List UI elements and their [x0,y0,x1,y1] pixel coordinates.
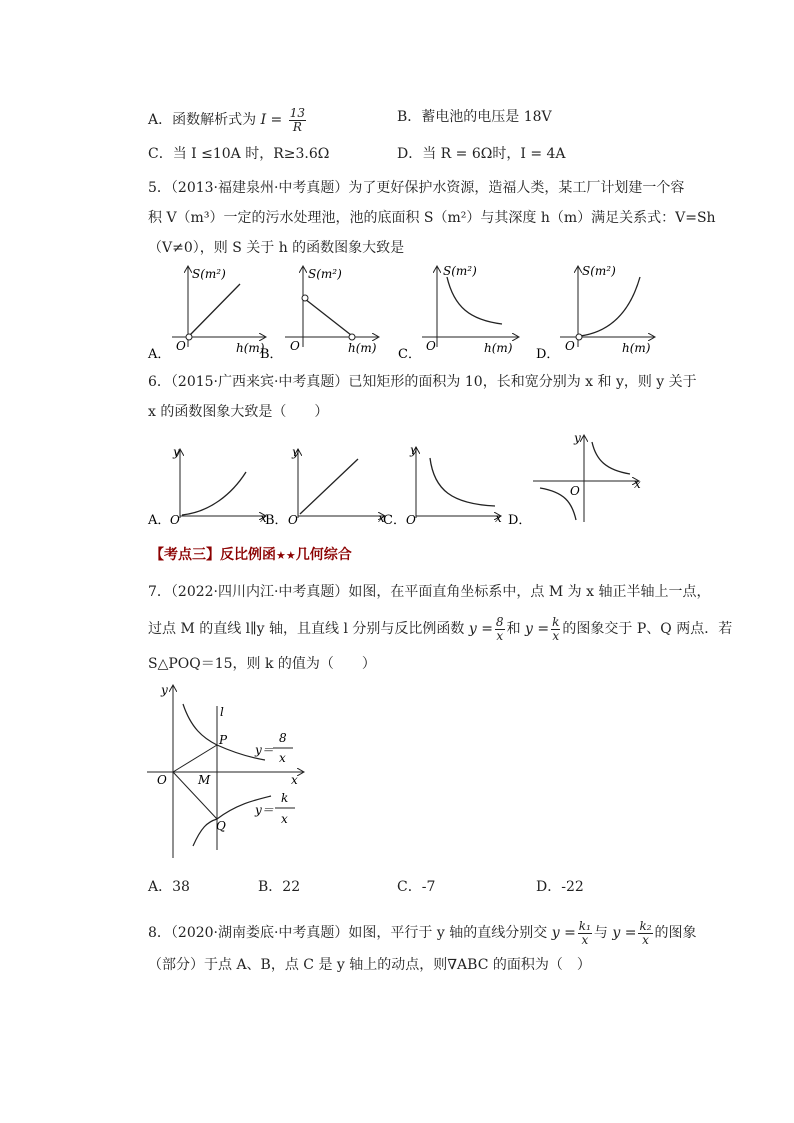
q6-a-xlabel: x [260,511,267,525]
q4-option-b: B．蓄电池的电压是 18V [397,109,552,125]
q6-a-origin: O [170,513,180,527]
q5-graph-d [536,264,654,362]
q5-a-label: A． [148,347,171,362]
q7-line-2: 过点 M 的直线 l∥y 轴，且直线 l 分别与反比例函数 y = $\frac{8}{x}$ 和 y = $\frac{k}{x}$ 的图象交于 P、Q 两点．若 [148,615,733,643]
q7-line-1: 7．（2022·四川内江·中考真题）如图，在平面直角坐标系中，点 M 为 x 轴正半轴上一点， [148,584,711,600]
q6-graphs [140,432,650,528]
q5-d-ylabel: S(m²) [582,264,616,278]
q6-b-xlabel: x [378,511,385,525]
q6-c-ylabel: y [410,443,417,457]
q6-b-origin: O [288,513,298,527]
q6-c-origin: O [406,513,416,527]
q6-a-label: A． [148,513,171,528]
q5-b-ylabel: S(m²) [308,267,342,281]
q6-d-xlabel: x [634,477,641,491]
q6-d-label: D． [508,513,532,528]
q6-graph-c [383,443,502,528]
q7-fig-y: y [161,683,168,697]
q5-graph-c [398,264,518,362]
q5-c-label: C． [398,347,421,362]
q8-line-2: （部分）于点 A、B，点 C 是 y 轴上的动点，则∇ABC 的面积为（ ） [148,957,591,973]
q8-line-1: 8．（2020·湖南娄底·中考真题）如图，平行于 y 轴的直线分别交 y = $\frac{\text{k₁}}{x}$ 与 y = $\frac{\text{k₂}}{x}$ 的图象 [148,919,697,947]
q6-line-1: 6．（2015·广西来宾·中考真题）已知矩形的面积为 10，长和宽分别为 x 和 y，则 y 关于 [148,374,697,390]
q5-b-xlabel: h(m) [348,341,377,355]
q7-fig-eq1-den: x [279,751,286,765]
q6-graph-d [508,432,641,528]
q5-d-xlabel: h(m) [622,341,651,355]
q4-option-c: C．当 I ≤10A 时，R≥3.6Ω [148,146,330,162]
q7-fig-eq1-num: 8 [279,731,287,745]
q7-fig-l: l [220,705,224,719]
q7-option-c: C．-7 [397,879,436,895]
q5-line-2: 积 V（m³）一定的污水处理池，池的底面积 S（m²）与其深度 h（m）满足关系式：V=Sh [148,210,716,226]
q4-option-a: A．函数解析式为 I = $\frac{13}{R}$ [148,106,306,134]
q5-a-ylabel: S(m²) [192,267,226,281]
q7-option-a: A．38 [148,879,190,895]
q6-graph-b [265,445,385,528]
q7-fig-p: P [219,733,228,747]
q7-fig-eq2-den: x [281,812,288,826]
q5-graphs [140,262,660,362]
q5-d-origin: O [565,339,575,353]
q7-fig-x: x [291,773,298,787]
q7-fig-o: O [157,773,167,787]
q6-b-ylabel: y [292,445,299,459]
q6-line-2: x 的函数图象大致是（ ） [148,404,329,420]
q7-fig-eq2-lhs: y＝ [255,803,274,817]
q7-fig-m: M [198,773,211,787]
q5-graph-a [147,267,265,362]
q6-d-ylabel: y [574,432,581,445]
q6-b-label: B． [265,513,288,528]
q6-a-ylabel: y [173,445,180,459]
q5-c-ylabel: S(m²) [443,264,477,278]
q5-b-label: B． [260,347,283,362]
q5-graph-b [260,267,378,362]
q5-a-xlabel: h(m) [236,341,265,355]
q6-graph-a [147,445,267,528]
q5-line-3: （V≠0），则 S 关于 h 的函数图象大致是 [148,240,405,256]
q7-fig-q: Q [216,819,226,833]
q5-c-xlabel: h(m) [484,341,513,355]
q5-a-origin: O [176,339,186,353]
q7-option-b: B．22 [258,879,301,895]
q5-line-1: 5．（2013·福建泉州·中考真题）为了更好保护水资源，造福人类，某工厂计划建一个容 [148,180,685,196]
q4-option-d: D．当 R = 6Ω时，I = 4A [397,146,566,162]
q7-line-3: S△POQ＝15，则 k 的值为（ ） [148,656,376,672]
q7-option-d: D．-22 [536,879,584,895]
q5-d-label: D． [536,347,560,362]
q6-d-origin: O [570,484,580,498]
q5-c-origin: O [426,339,436,353]
q5-b-origin: O [290,339,300,353]
q7-fig-eq2-num: k [281,791,289,805]
q6-c-xlabel: x [495,511,502,525]
q7-figure [145,678,315,863]
q7-fig-eq1-lhs: y＝ [255,743,274,757]
section-heading: 【考点三】反比例函★★几何综合 [150,547,352,563]
q6-c-label: C． [383,513,406,528]
